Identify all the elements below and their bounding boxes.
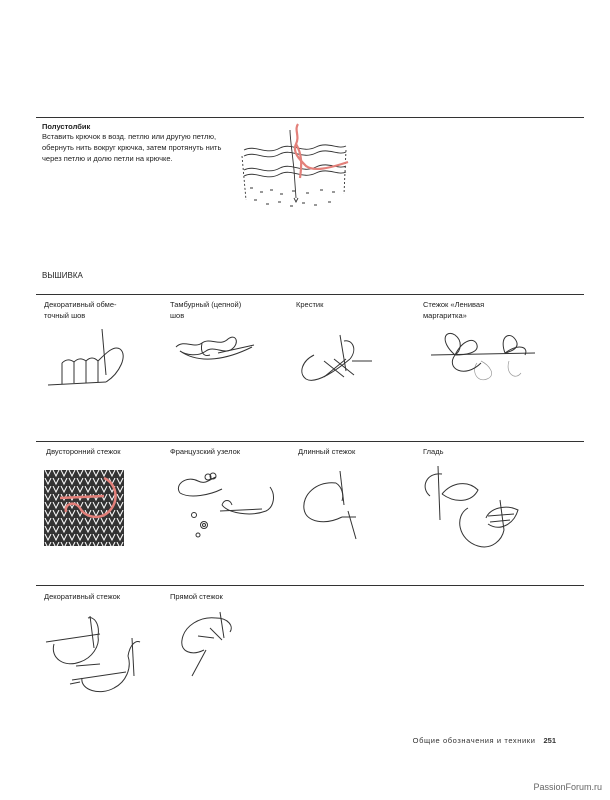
long-stitch-illustration xyxy=(296,465,376,545)
double-running-stitch-illustration xyxy=(44,470,124,546)
stitch-label: точный шов xyxy=(44,311,86,320)
stitch-label: Декоративный стежок xyxy=(44,592,121,601)
row-rule xyxy=(36,441,584,442)
french-knot-illustration xyxy=(170,465,280,545)
stitch-label: маргаритка» xyxy=(423,311,467,320)
chain-stitch-illustration xyxy=(170,325,260,385)
crochet-title: Полустолбик xyxy=(42,122,91,131)
satin-stitch-illustration xyxy=(418,460,528,560)
stitch-label: Прямой стежок xyxy=(170,592,223,601)
crochet-illustration xyxy=(236,120,356,220)
page-footer xyxy=(413,736,556,745)
row-rule xyxy=(36,585,584,586)
footer-text: Общие обозначения и техники xyxy=(412,736,536,745)
stitch-label: Декоративный обме- xyxy=(44,300,117,309)
decorative-stitch-illustration xyxy=(40,612,150,697)
section-heading: ВЫШИВКА xyxy=(42,271,83,280)
crochet-desc-line: через петлю и долю петли на крючке. xyxy=(42,154,173,163)
cross-stitch-illustration xyxy=(294,325,384,390)
stitch-label: шов xyxy=(170,311,185,320)
blanket-stitch-illustration xyxy=(44,325,134,405)
stitch-label: Тамбурный (цепной) xyxy=(170,300,242,309)
page-number: 251 xyxy=(543,736,556,745)
stitch-label: Гладь xyxy=(423,447,444,456)
stitch-label: Длинный стежок xyxy=(298,447,356,456)
straight-stitch-illustration xyxy=(170,610,260,680)
watermark: PassionForum.ru xyxy=(533,782,602,792)
stitch-label: Крестик xyxy=(296,300,324,309)
row-rule xyxy=(36,294,584,295)
lazy-daisy-illustration xyxy=(425,325,545,395)
crochet-desc-line: обернуть нить вокруг крючка, затем протянуть нить xyxy=(42,143,222,152)
stitch-label: Стежок «Ленивая xyxy=(423,300,485,309)
stitch-label: Французский узелок xyxy=(170,447,241,456)
crochet-desc-line: Вставить крючок в возд. петлю или другую петлю, xyxy=(42,132,217,141)
top-rule xyxy=(36,117,584,118)
stitch-label: Двусторонний стежок xyxy=(46,447,121,456)
